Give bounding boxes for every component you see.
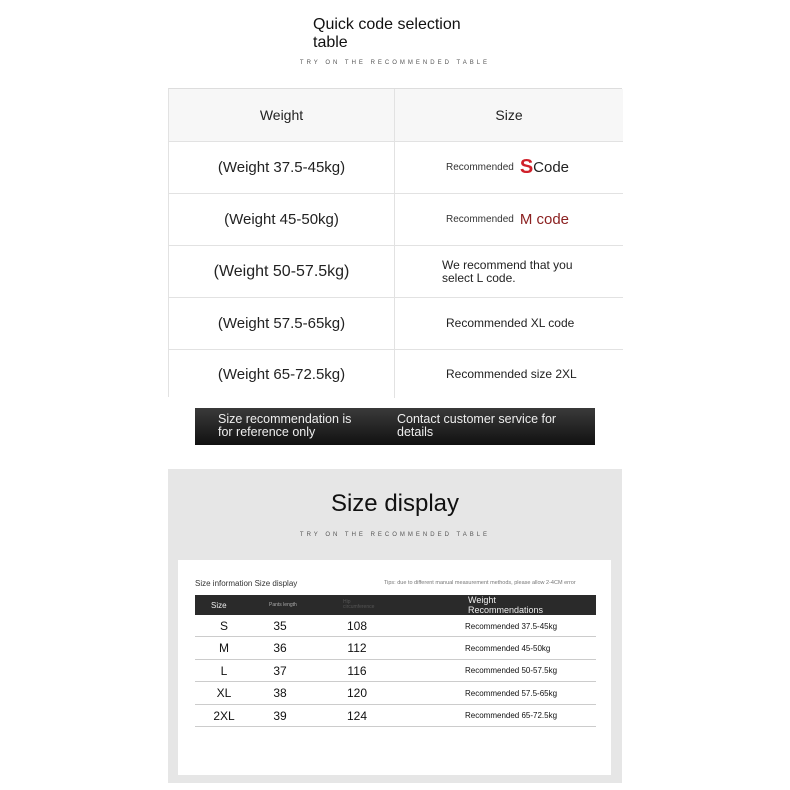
quick-row-xl <box>169 298 623 350</box>
quick-row-s <box>169 142 623 194</box>
contact-note: Contact customer service for details <box>397 412 557 439</box>
size-recommendation: Recommended size 2XL <box>446 366 577 381</box>
weight-rec-cell: Recommended 65-72.5kg <box>465 711 558 721</box>
size-cell: XL <box>216 686 232 701</box>
size-recommendation: Recommended XL code <box>446 316 575 330</box>
size-table <box>195 595 596 727</box>
hip-cell: 116 <box>347 663 367 678</box>
length-cell: 39 <box>273 708 287 723</box>
weight-rec-cell: Recommended 37.5-45kg <box>465 621 558 631</box>
table-row <box>195 705 596 727</box>
size-recommendation: We recommend that you select L code. <box>442 257 573 285</box>
quick-code-table <box>168 88 622 397</box>
size-letter-s: S <box>519 156 534 178</box>
length-cell: 35 <box>273 619 287 633</box>
length-cell: 38 <box>273 686 287 701</box>
col-size: Size <box>211 600 227 610</box>
quick-row-2xl <box>169 350 623 398</box>
col-weight-recommendations: Weight Recommendations <box>468 595 544 615</box>
hip-cell: 112 <box>347 641 367 656</box>
table-row <box>195 682 596 704</box>
col-hip-circumference: Hip circumference <box>343 599 375 610</box>
table-row <box>195 637 596 659</box>
length-cell: 37 <box>273 663 287 678</box>
size-cell: L <box>220 663 228 678</box>
length-cell: 36 <box>273 641 287 656</box>
size-display-title: Size display <box>330 490 460 517</box>
quick-row-m <box>169 194 623 246</box>
weight-rec-cell: Recommended 45-50kg <box>465 643 551 653</box>
size-code: M code <box>519 211 570 228</box>
size-card-heading: Size information Size display <box>195 579 298 588</box>
size-cell: M <box>219 641 229 656</box>
weight-range: (Weight 65-72.5kg) <box>217 365 346 383</box>
size-cell: S <box>219 619 228 633</box>
weight-header: Weight <box>169 89 395 141</box>
weight-range: (Weight 37.5-45kg) <box>217 159 346 176</box>
quick-table-title: Quick code selection table <box>313 16 461 51</box>
hip-cell: 120 <box>346 686 368 701</box>
size-cell: 2XL <box>213 708 235 723</box>
col-pants-length: Pants length <box>269 601 297 608</box>
recommended-label: Recommended <box>446 162 514 173</box>
measurement-tip: Tips: due to different manual measurement methods, please allow 2-4CM error <box>384 580 576 586</box>
size-code: Code <box>533 159 570 176</box>
quick-table-subtitle: TRY ON THE RECOMMENDED TABLE <box>299 60 491 66</box>
table-row <box>195 660 596 682</box>
weight-rec-cell: Recommended 50-57.5kg <box>465 666 558 676</box>
quick-row-l <box>169 246 623 298</box>
quick-table-header <box>169 89 623 142</box>
size-table-header <box>195 595 596 615</box>
weight-rec-cell: Recommended 57.5-65kg <box>465 688 558 698</box>
size-header: Size <box>495 107 523 123</box>
notice-bar <box>195 408 595 445</box>
hip-cell: 124 <box>346 708 368 723</box>
reference-note: Size recommendation is for reference only <box>218 412 352 439</box>
table-row <box>195 615 596 637</box>
weight-range: (Weight 50-57.5kg) <box>213 262 350 280</box>
size-display-subtitle: TRY ON THE RECOMMENDED TABLE <box>299 532 491 538</box>
hip-cell: 108 <box>346 619 368 633</box>
weight-range: (Weight 45-50kg) <box>224 211 339 228</box>
weight-range: (Weight 57.5-65kg) <box>217 315 346 332</box>
recommended-label: Recommended <box>446 214 514 225</box>
